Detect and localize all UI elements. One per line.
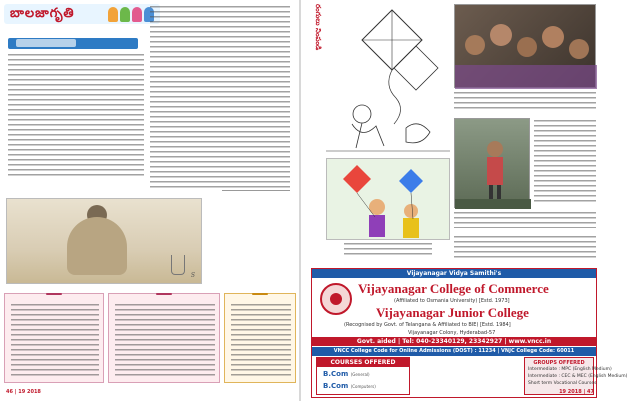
children-faces [455, 5, 597, 89]
poem-box-3 [224, 293, 296, 383]
masthead-logo: బాలజాగృతి [10, 6, 75, 21]
right-page-date: 19 2018 [559, 389, 582, 395]
reader-note-text [454, 236, 596, 260]
college-commerce-name: Vijayanagar College of Commerce [358, 281, 549, 296]
poem-box-1-text [11, 304, 99, 376]
courses-offered-box [316, 357, 410, 395]
college-codes-ribbon: VNCC College Code for Online Admissions (DOST) : 11234 | VNJC College Code: 60011 [312, 347, 596, 356]
poem-box-1-title [46, 293, 62, 295]
poem-box-2-text [115, 304, 215, 376]
kite-coloring-drawing [326, 6, 450, 152]
story-text-column-1 [8, 54, 144, 176]
course-1-note: (General) [350, 372, 370, 377]
poem-box-3-title [252, 293, 268, 295]
right-page-number: 47 [587, 389, 594, 395]
group-item: Intermediate : CEC & MEC (English Medium) [528, 374, 627, 379]
story-title [8, 38, 138, 49]
child-figure [455, 119, 531, 209]
kid-icon [120, 7, 130, 22]
photo-2-caption [454, 212, 596, 228]
page-gutter [299, 0, 301, 401]
college-commerce-affiliation: (Affiliated to Osmania University) [Estd. 1973] [394, 298, 510, 304]
courses-offered-title: COURSES OFFERED [317, 358, 409, 367]
poem-box-3-text [231, 304, 291, 376]
left-page-date: 19 2018 [18, 389, 41, 395]
glass-icon [171, 255, 185, 275]
kite-section-title: రంగులు నింపండి [308, 4, 322, 254]
left-page-footer: 46 | 19 2018 [6, 389, 41, 395]
children-group-photo [454, 4, 596, 88]
course-1-name: B.Com [323, 370, 349, 378]
kite-colored-illustration [326, 158, 450, 240]
junior-college-recognition: (Recognised by Govt. of Telangana & Affiliated to BIE) [Estd. 1984] [344, 322, 511, 328]
groups-offered-title: GROUPS OFFERED [533, 360, 585, 366]
artist-signature: S [190, 272, 195, 279]
masthead [4, 4, 160, 24]
left-page-number: 46 [6, 389, 13, 395]
story-byline [222, 184, 290, 191]
seated-figure [67, 217, 127, 275]
group-item: Short term Vocational Courses [528, 381, 597, 386]
kite-illustration-caption [344, 243, 432, 255]
college-logo-icon [320, 283, 352, 315]
course-2-note: (Computers) [350, 384, 376, 389]
photo-1-caption [454, 92, 596, 112]
child-walking-photo [454, 118, 530, 208]
ad-banner: Vijayanagar Vidya Samithi's [312, 269, 596, 278]
group-item: Intermediate : MPC (English Medium) [528, 367, 612, 372]
right-page-footer: 19 2018 | 47 [559, 389, 594, 395]
college-advertisement [311, 268, 627, 398]
story-text-column-2 [150, 6, 290, 188]
photo-2-side-text [534, 120, 596, 204]
junior-college-name: Vijayanagar Junior College [376, 305, 529, 320]
college-address: Vijayanagar Colony, Hyderabad-57 [408, 330, 496, 336]
kid-icon [108, 7, 118, 22]
poem-box-1 [4, 293, 104, 383]
kite-colored-drawing [327, 159, 451, 241]
course-2-name: B.Com [323, 382, 349, 390]
poem-box-2-title [156, 293, 172, 295]
kid-icon [132, 7, 142, 22]
poem-box-2 [108, 293, 220, 383]
story-illustration [6, 198, 202, 284]
college-contact-ribbon: Govt. aided | Tel: 040-23340129, 23342927 | www.vncc.in [312, 337, 596, 346]
